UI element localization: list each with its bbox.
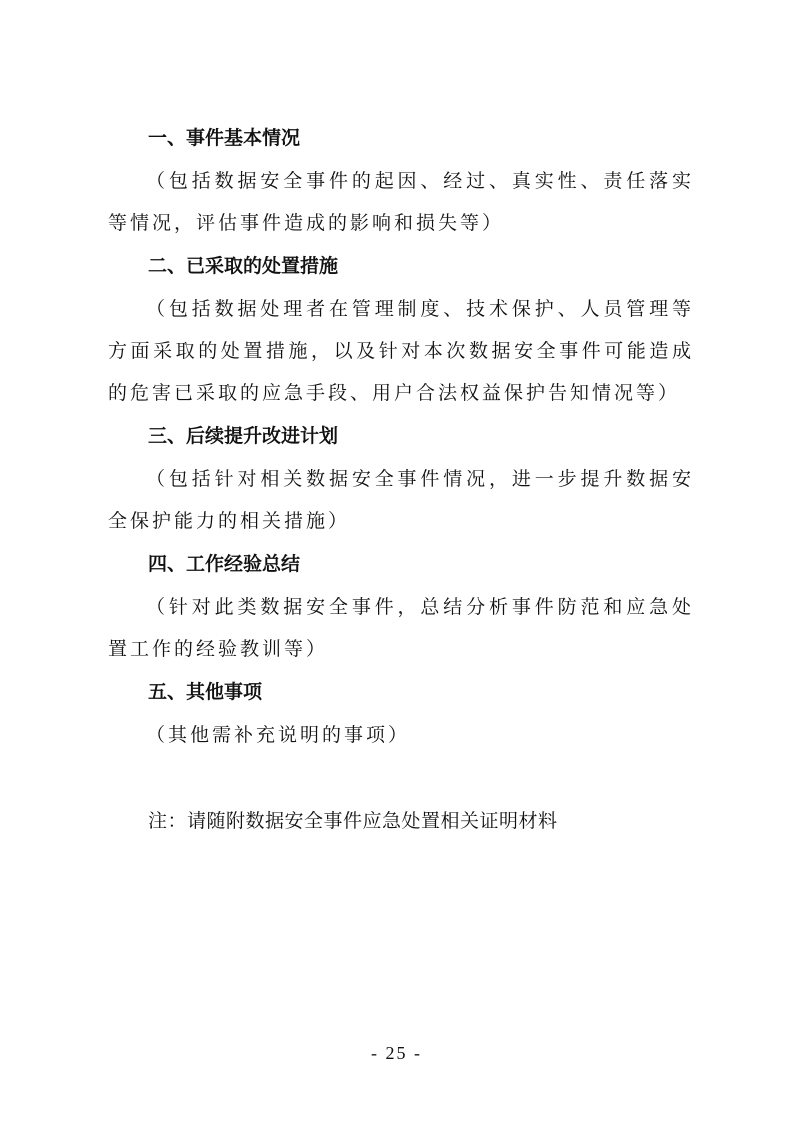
attachment-note: 注：请随附数据安全事件应急处置相关证明材料 [148,810,558,832]
section-measures-taken [108,244,694,414]
section-heading: 四、工作经验总结 [148,553,301,575]
section-heading: 二、已采取的处置措施 [148,255,339,277]
section-body: （包括数据安全事件的起因、经过、真实性、责任落实等情况，评估事件造成的影响和损失等） [108,170,694,234]
section-heading: 三、后续提升改进计划 [148,425,339,447]
section-body: （包括数据处理者在管理制度、技术保护、人员管理等方面采取的处置措施，以及针对本次数据安全事件可能造成的危害已采取的应急手段、用户合法权益保护告知情况等） [108,298,694,404]
section-body: （包括针对相关数据安全事件情况，进一步提升数据安全保护能力的相关措施） [108,468,694,532]
report-content [108,116,694,756]
section-other-matters [108,670,694,756]
section-heading: 五、其他事项 [148,681,263,703]
section-basic-info [108,116,694,244]
section-body: （其他需补充说明的事项） [146,724,411,746]
page-number: - 25 - [371,1043,422,1063]
section-experience-summary [108,542,694,670]
section-body: （针对此类数据安全事件，总结分析事件防范和应急处置工作的经验教训等） [108,596,694,660]
section-heading: 一、事件基本情况 [148,127,301,149]
section-improvement-plan [108,414,694,542]
